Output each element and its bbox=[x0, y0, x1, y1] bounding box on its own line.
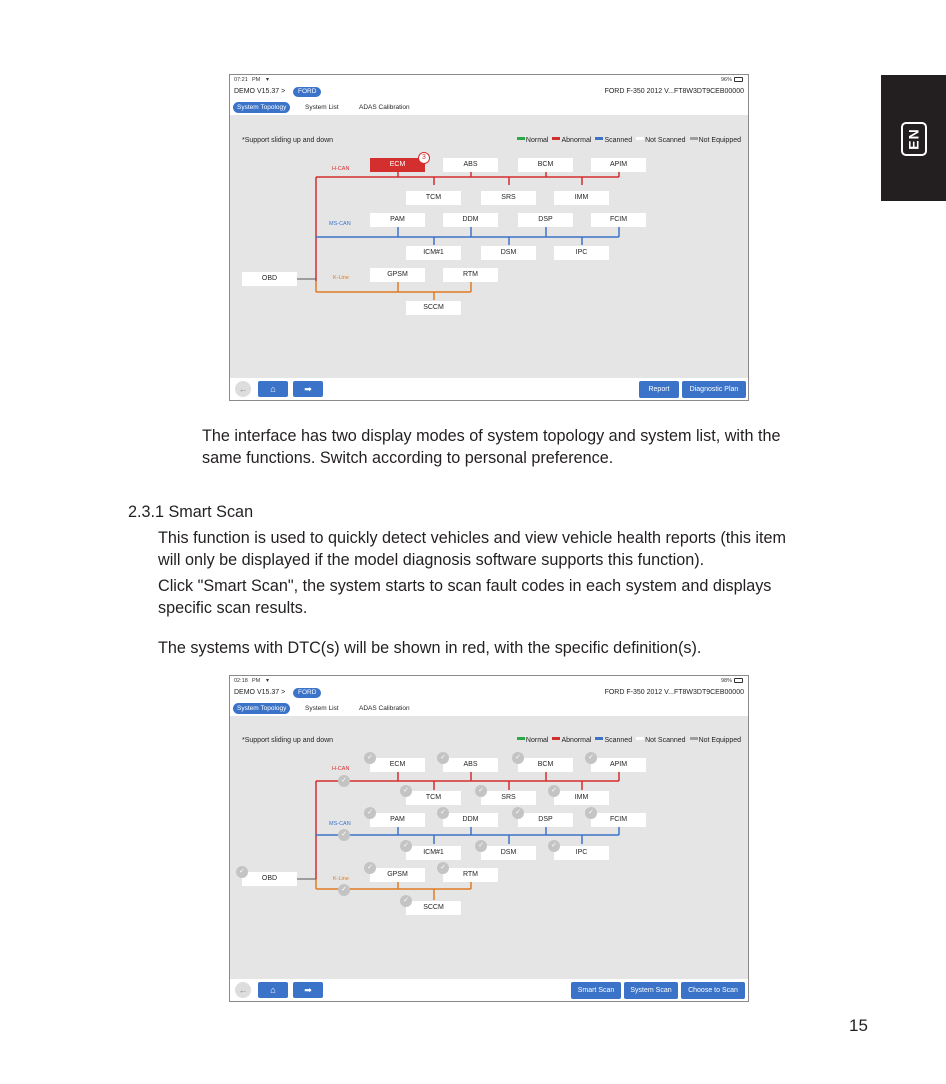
language-label: EN bbox=[905, 128, 922, 150]
node-sccm[interactable]: SCCM bbox=[406, 301, 461, 315]
node-rtm[interactable]: RTM bbox=[443, 868, 498, 882]
status-time: 07:21 bbox=[234, 77, 248, 83]
node-apim[interactable]: APIM bbox=[591, 158, 646, 172]
smart-scan-button[interactable]: Smart Scan bbox=[571, 982, 621, 999]
check-icon: ✓ bbox=[400, 785, 412, 797]
check-icon: ✓ bbox=[475, 840, 487, 852]
sliding-note: *Support sliding up and down bbox=[242, 137, 334, 144]
battery-icon: 96% bbox=[721, 77, 743, 83]
breadcrumb-path[interactable]: DEMO V15.37 > bbox=[234, 689, 286, 696]
tab-system-topology[interactable]: System Topology bbox=[233, 102, 290, 113]
node-dsm[interactable]: DSM bbox=[481, 846, 536, 860]
report-button[interactable]: Report bbox=[639, 381, 679, 398]
tab-adas-calibration[interactable]: ADAS Calibration bbox=[359, 104, 410, 111]
node-sccm[interactable]: SCCM bbox=[406, 901, 461, 915]
node-icm[interactable]: ICM#1 bbox=[406, 846, 461, 860]
check-icon: ✓ bbox=[585, 807, 597, 819]
tab-system-list[interactable]: System List bbox=[305, 104, 339, 111]
tab-system-topology[interactable]: System Topology bbox=[233, 703, 290, 714]
node-ecm[interactable]: ECM bbox=[370, 158, 425, 172]
node-obd[interactable]: OBD bbox=[242, 872, 297, 886]
wifi-icon: ▾ bbox=[266, 678, 270, 684]
choose-to-scan-button[interactable]: Choose to Scan bbox=[681, 982, 745, 999]
check-icon: ✓ bbox=[338, 775, 350, 787]
check-icon: ✓ bbox=[437, 752, 449, 764]
node-pam[interactable]: PAM bbox=[370, 213, 425, 227]
node-fcim[interactable]: FCIM bbox=[591, 813, 646, 827]
tab-system-list[interactable]: System List bbox=[305, 705, 339, 712]
check-icon: ✓ bbox=[512, 807, 524, 819]
bus-label-kline: K-Line bbox=[333, 275, 349, 281]
check-icon: ✓ bbox=[548, 785, 560, 797]
check-icon: ✓ bbox=[437, 862, 449, 874]
node-bcm[interactable]: BCM bbox=[518, 758, 573, 772]
system-scan-button[interactable]: System Scan bbox=[624, 982, 678, 999]
check-icon: ✓ bbox=[400, 840, 412, 852]
diagnostic-plan-button[interactable]: Diagnostic Plan bbox=[682, 381, 746, 398]
back-arrow-icon[interactable]: ← bbox=[235, 982, 251, 998]
sliding-note: *Support sliding up and down bbox=[242, 737, 334, 744]
make-chip[interactable]: FORD bbox=[293, 688, 321, 698]
paragraph-click-2: specific scan results. bbox=[158, 599, 308, 617]
node-tcm[interactable]: TCM bbox=[406, 791, 461, 805]
node-dsm[interactable]: DSM bbox=[481, 246, 536, 260]
node-ecm[interactable]: ECM bbox=[370, 758, 425, 772]
check-icon: ✓ bbox=[585, 752, 597, 764]
dtc-count-badge: 3 bbox=[418, 152, 430, 164]
bus-label-hcan: H-CAN bbox=[332, 166, 350, 172]
check-icon: ✓ bbox=[512, 752, 524, 764]
legend: Normal Abnormal Scanned Not Scanned Not Equipped bbox=[517, 737, 741, 744]
bottom-bar bbox=[230, 979, 748, 1001]
node-gpsm[interactable]: GPSM bbox=[370, 868, 425, 882]
exit-icon[interactable]: ➡ bbox=[293, 982, 323, 998]
node-dsp[interactable]: DSP bbox=[518, 813, 573, 827]
screenshot-topology-scan bbox=[229, 675, 749, 1002]
check-icon: ✓ bbox=[475, 785, 487, 797]
node-abs[interactable]: ABS bbox=[443, 158, 498, 172]
node-obd[interactable]: OBD bbox=[242, 272, 297, 286]
check-icon: ✓ bbox=[364, 862, 376, 874]
make-chip[interactable]: FORD bbox=[293, 87, 321, 97]
paragraph-function-2: will only be displayed if the model diagnosis software supports this function). bbox=[158, 551, 705, 569]
node-pam[interactable]: PAM bbox=[370, 813, 425, 827]
paragraph-click-1: Click "Smart Scan", the system starts to scan fault codes in each system and displays bbox=[158, 577, 772, 595]
page-number: 15 bbox=[849, 1016, 868, 1035]
bus-label-mscan: MS-CAN bbox=[329, 821, 351, 827]
vehicle-info: FORD F-350 2012 V...FT8W3DT9CEB00000 bbox=[604, 689, 744, 696]
check-icon: ✓ bbox=[437, 807, 449, 819]
node-imm[interactable]: IMM bbox=[554, 791, 609, 805]
status-bar: 02:18 PM ▾ 98% bbox=[230, 676, 748, 686]
node-rtm[interactable]: RTM bbox=[443, 268, 498, 282]
section-heading: 2.3.1 Smart Scan bbox=[128, 503, 254, 521]
bottom-bar bbox=[230, 378, 748, 400]
node-bcm[interactable]: BCM bbox=[518, 158, 573, 172]
check-icon: ✓ bbox=[338, 884, 350, 896]
check-icon: ✓ bbox=[400, 895, 412, 907]
node-srs[interactable]: SRS bbox=[481, 791, 536, 805]
paragraph-modes-1: The interface has two display modes of system topology and system list, with the bbox=[202, 427, 781, 445]
bus-label-hcan: H-CAN bbox=[332, 766, 350, 772]
home-icon[interactable]: ⌂ bbox=[258, 381, 288, 397]
legend: Normal Abnormal Scanned Not Scanned Not Equipped bbox=[517, 137, 741, 144]
paragraph-modes-2: same functions. Switch according to personal preference. bbox=[202, 449, 614, 467]
node-gpsm[interactable]: GPSM bbox=[370, 268, 425, 282]
home-icon[interactable]: ⌂ bbox=[258, 982, 288, 998]
node-ddm[interactable]: DDM bbox=[443, 813, 498, 827]
check-icon: ✓ bbox=[236, 866, 248, 878]
node-icm[interactable]: ICM#1 bbox=[406, 246, 461, 260]
vehicle-info: FORD F-350 2012 V...FT8W3DT9CEB00000 bbox=[604, 88, 744, 95]
status-time: 02:18 bbox=[234, 678, 248, 684]
screenshot-topology-abnormal bbox=[229, 74, 749, 401]
battery-icon: 98% bbox=[721, 678, 743, 684]
topology-lines bbox=[230, 676, 749, 1002]
node-tcm[interactable]: TCM bbox=[406, 191, 461, 205]
breadcrumb-path[interactable]: DEMO V15.37 > bbox=[234, 88, 286, 95]
check-icon: ✓ bbox=[548, 840, 560, 852]
check-icon: ✓ bbox=[364, 752, 376, 764]
node-apim[interactable]: APIM bbox=[591, 758, 646, 772]
node-abs[interactable]: ABS bbox=[443, 758, 498, 772]
check-icon: ✓ bbox=[364, 807, 376, 819]
check-icon: ✓ bbox=[338, 829, 350, 841]
exit-icon[interactable]: ➡ bbox=[293, 381, 323, 397]
tab-adas-calibration[interactable]: ADAS Calibration bbox=[359, 705, 410, 712]
node-ddm[interactable]: DDM bbox=[443, 213, 498, 227]
status-bar: 07:21 PM ▾ 96% bbox=[230, 75, 748, 85]
paragraph-dtc: The systems with DTC(s) will be shown in red, with the specific definition(s). bbox=[158, 639, 702, 657]
node-srs[interactable]: SRS bbox=[481, 191, 536, 205]
paragraph-function-1: This function is used to quickly detect vehicles and view vehicle health reports (this item bbox=[158, 529, 787, 547]
back-arrow-icon[interactable]: ← bbox=[235, 381, 251, 397]
bus-label-mscan: MS-CAN bbox=[329, 221, 351, 227]
node-imm[interactable]: IMM bbox=[554, 191, 609, 205]
node-fcim[interactable]: FCIM bbox=[591, 213, 646, 227]
bus-label-kline: K-Line bbox=[333, 876, 349, 882]
node-ipc[interactable]: IPC bbox=[554, 846, 609, 860]
language-tab bbox=[881, 75, 946, 201]
node-dsp[interactable]: DSP bbox=[518, 213, 573, 227]
topology-lines bbox=[230, 75, 749, 401]
wifi-icon: ▾ bbox=[266, 77, 270, 83]
node-ipc[interactable]: IPC bbox=[554, 246, 609, 260]
